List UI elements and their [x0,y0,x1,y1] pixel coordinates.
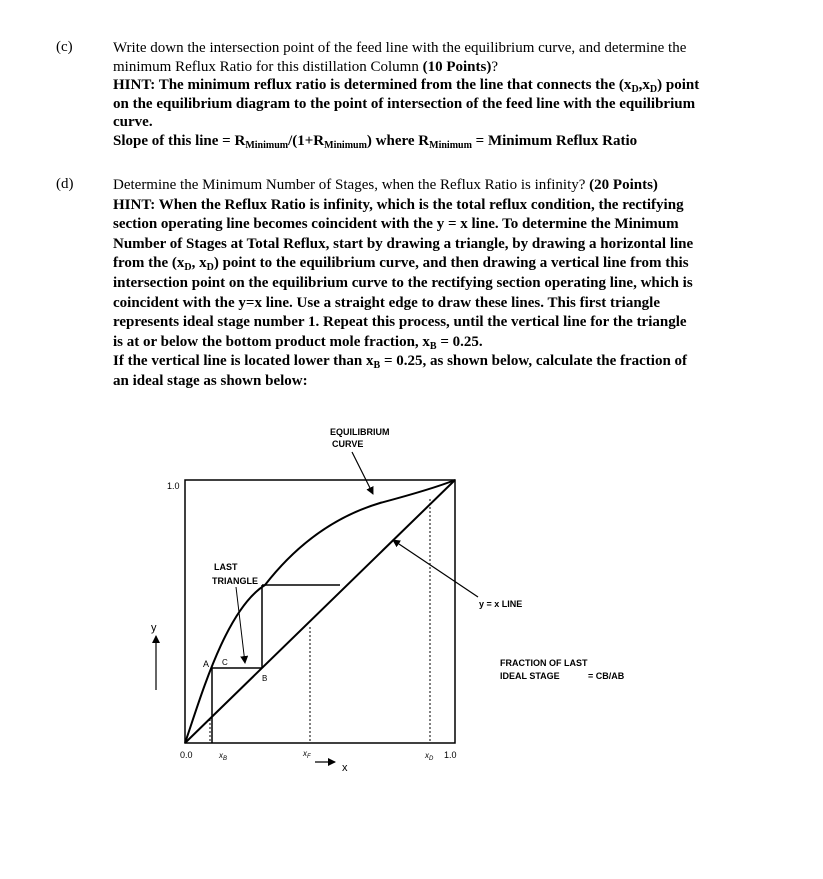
equilibrium-label-1: EQUILIBRIUM [330,427,390,437]
part-d-hint7: represents ideal stage number 1. Repeat this process, until the vertical line for the triangle [113,314,687,331]
part-d-hint10: an ideal stage as shown below: [113,372,308,389]
part-d-hint6: coincident with the y=x line. Use a straight edge to draw these lines. This first triangle [113,294,660,311]
part-c-label: (c) [56,39,73,55]
part-c-hint2: on the equilibrium diagram to the point of intersection of the feed line with the equilibrium [113,95,696,112]
x-axis-label: x [342,762,348,774]
xd-label: $x_D$ [425,751,434,762]
xb-label: $x_B$ [219,751,228,762]
part-c-line2: minimum Reflux Ratio for this distillation Column (10 Points)? [113,58,499,75]
part-c-slope: Slope of this line = $R_{Minimum}/(1+R_{Minimum})$ where $R_{Minimum}$ = Minimum Reflux Ratio [113,132,638,151]
yx-line-label: y = x LINE [479,599,523,609]
yx-line-arrow [393,540,478,597]
part-d-hint2: section operating line becomes coincident with the y = x line. To determine the Minimum [113,216,679,233]
part-d-label: (d) [56,176,74,192]
fraction-label-1: FRACTION OF LAST [500,658,588,668]
part-d-hint9: If the vertical line is located lower than $x_B = 0.25$, as shown below, calculate the fraction of [113,353,688,372]
equilibrium-arrow [352,452,373,494]
y-axis-bottom-tick: 0.0 [180,750,193,760]
part-d-hint4: from the ($x_D$, $x_D$) point to the equilibrium curve, and then drawing a vertical line from this [113,255,689,274]
last-triangle-label-2: TRIANGLE [212,576,258,586]
part-d-hint3: Number of Stages at Total Reflux, start by drawing a triangle, by drawing a horizontal line [113,235,694,252]
part-d-hint8: is at or below the bottom product mole fraction, $x_B = 0.25$. [113,333,483,352]
last-triangle-arrow [236,587,245,663]
y-axis-label: y [151,622,157,634]
part-d-line1: Determine the Minimum Number of Stages, when the Reflux Ratio is infinity? (20 Points) [113,177,658,193]
point-b-label: B [262,674,268,683]
part-d-hint1: HINT: When the Reflux Ratio is infinity, which is the total reflux condition, the rectifying [113,196,684,213]
part-c-hint1: HINT: The minimum reflux ratio is determined from the line that connects the $(x_D,x_D)$ point [113,77,700,95]
last-triangle-label-1: LAST [214,562,238,572]
x-axis-top-tick: 1.0 [444,750,457,760]
y-equals-x-line [185,480,455,743]
fraction-formula: = CB/AB [588,671,625,681]
y-axis-top-tick: 1.0 [167,481,180,491]
fraction-label-2: IDEAL STAGE [500,671,560,681]
part-d-hint5: intersection point on the equilibrium curve to the rectifying section operating line, which is [113,274,693,291]
point-c-label: C [222,658,228,667]
point-a-label: A [203,659,210,669]
equilibrium-label-2: CURVE [332,439,364,449]
xf-label: $x_F$ [303,749,311,760]
part-c-hint3: curve. [113,114,153,130]
part-c-line1: Write down the intersection point of the feed line with the equilibrium curve, and determine the [113,40,687,56]
